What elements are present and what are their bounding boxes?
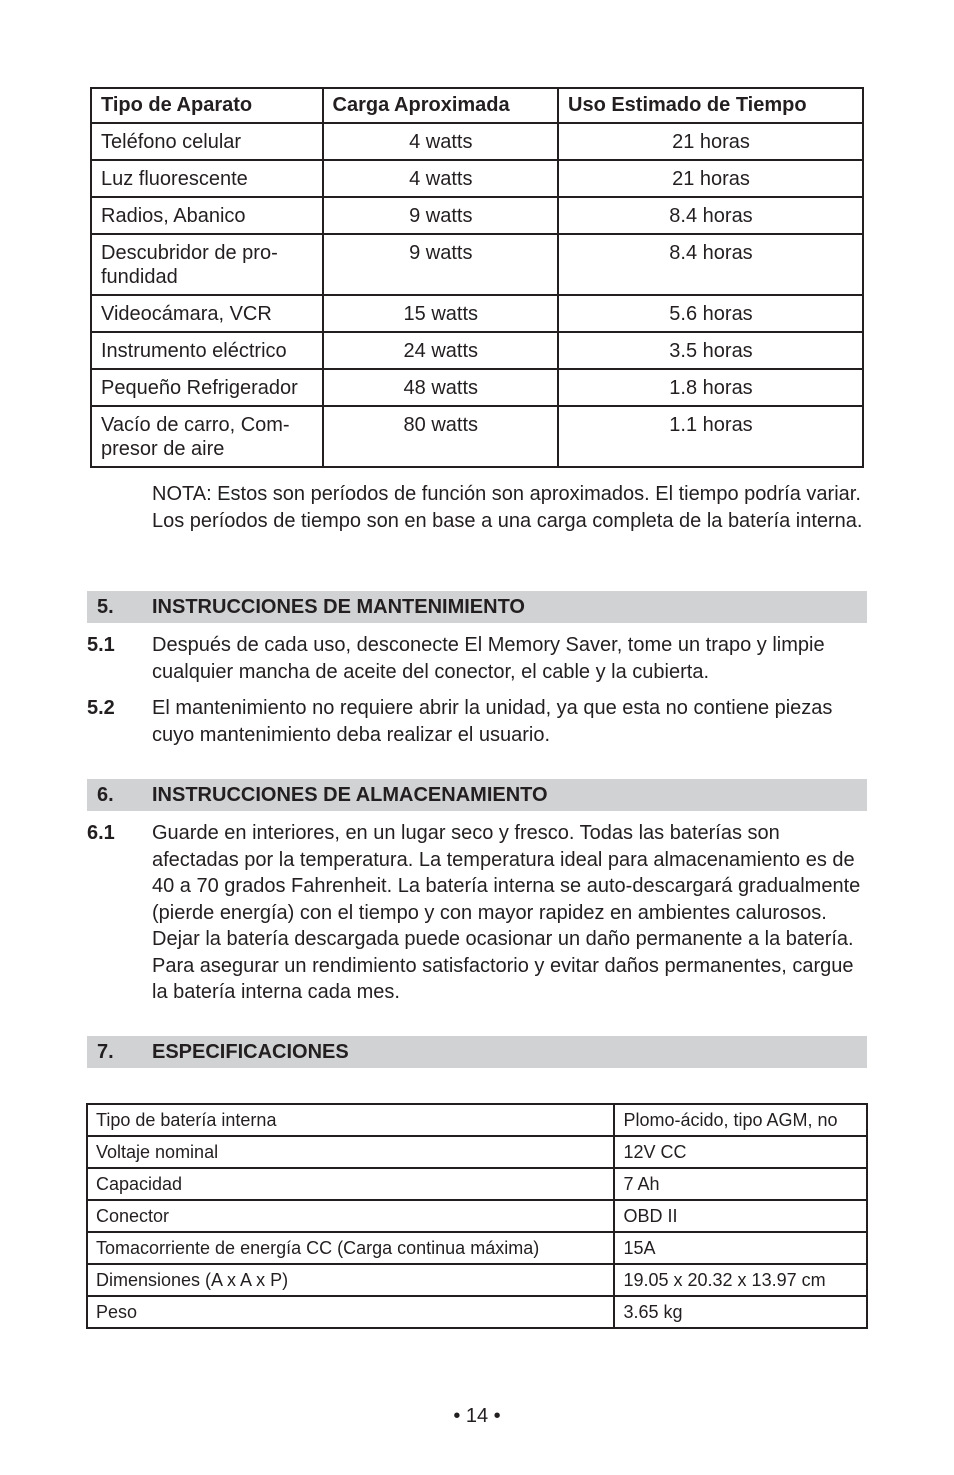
table-row [87,1168,867,1200]
device-cell: Radios, Abanico [91,197,323,234]
device-cell: Descubridor de pro- fundidad [91,234,323,295]
device-cell: Vacío de carro, Com- presor de aire [91,406,323,467]
section-title: INSTRUCCIONES DE ALMACENAMIENTO [152,784,548,806]
spec-value: 7 Ah [614,1168,867,1200]
table-row [91,332,863,369]
item-text: Guarde en interiores, en un lugar seco y fresco. Todas las baterías son afectadas por la temperatura. La temperatura ideal para almacenamiento es de 40 a 70 grados Fahrenheit. La batería interna se auto-descargará gradualmente (pierde energía) con el tiempo y con mayor rapidez en ambientes calurosos. Dejar la batería descargada puede ocasionar un daño permanente a la batería. Para asegurar un rendimiento satisfactorio y evitar daños permanentes, cargue la batería interna cada mes. [152,822,861,1003]
load-cell: 24 watts [323,332,558,369]
spec-value: OBD II [614,1200,867,1232]
item-number: 5.1 [87,634,115,656]
header-approx-load: Carga Aproximada [323,88,558,123]
page-number: • 14 • [453,1405,501,1427]
section-number: 5. [97,596,114,618]
section-title: INSTRUCCIONES DE MANTENIMIENTO [152,596,525,618]
spec-value: Plomo-ácido, tipo AGM, no [614,1104,867,1136]
appliance-runtime-table [90,87,864,468]
table-row [91,295,863,332]
spec-label: Peso [87,1296,614,1328]
load-cell: 9 watts [323,197,558,234]
device-cell: Videocámara, VCR [91,295,323,332]
specifications-table [86,1103,868,1329]
device-cell: Pequeño Refrigerador [91,369,323,406]
time-cell: 21 horas [558,123,863,160]
time-cell: 8.4 horas [558,197,863,234]
table-row [87,1232,867,1264]
table-row [87,1296,867,1328]
time-cell: 8.4 horas [558,234,863,295]
item-text: El mantenimiento no requiere abrir la unidad, ya que esta no contiene piezas cuyo mantenimiento deba realizar el usuario. [152,697,833,746]
time-cell: 1.8 horas [558,369,863,406]
table-row [91,369,863,406]
table-row [87,1264,867,1296]
section-number: 7. [97,1041,114,1063]
table-row [87,1104,867,1136]
item-text: Después de cada uso, desconecte El Memory Saver, tome un trapo y limpie cualquier mancha de aceite del conector, el cable y la cubierta. [152,634,825,683]
section-header-specifications [87,1036,867,1068]
load-cell: 15 watts [323,295,558,332]
table-row [91,406,863,467]
section-header-maintenance [87,591,867,623]
load-cell: 4 watts [323,123,558,160]
section-header-storage [87,779,867,811]
header-device-type: Tipo de Aparato [91,88,323,123]
item-number: 5.2 [87,697,115,719]
spec-label: Voltaje nominal [87,1136,614,1168]
device-cell: Instrumento eléctrico [91,332,323,369]
load-cell: 48 watts [323,369,558,406]
table-row [87,1136,867,1168]
device-cell: Luz fluorescente [91,160,323,197]
spec-label: Tipo de batería interna [87,1104,614,1136]
table-row [91,160,863,197]
spec-value: 15A [614,1232,867,1264]
load-cell: 9 watts [323,234,558,295]
header-estimated-time: Uso Estimado de Tiempo [558,88,863,123]
table-row [91,234,863,295]
table-header-row [91,88,863,123]
item-number: 6.1 [87,822,115,844]
spec-label: Dimensiones (A x A x P) [87,1264,614,1296]
spec-value: 3.65 kg [614,1296,867,1328]
time-cell: 1.1 horas [558,406,863,467]
time-cell: 3.5 horas [558,332,863,369]
section-title: ESPECIFICACIONES [152,1041,349,1063]
device-cell: Teléfono celular [91,123,323,160]
spec-value: 19.05 x 20.32 x 13.97 cm [614,1264,867,1296]
load-cell: 80 watts [323,406,558,467]
spec-label: Conector [87,1200,614,1232]
spec-label: Tomacorriente de energía CC (Carga continua máxima) [87,1232,614,1264]
table-row [87,1200,867,1232]
section-number: 6. [97,784,114,806]
spec-value: 12V CC [614,1136,867,1168]
table-row [91,123,863,160]
load-cell: 4 watts [323,160,558,197]
spec-label: Capacidad [87,1168,614,1200]
time-cell: 21 horas [558,160,863,197]
time-cell: 5.6 horas [558,295,863,332]
table-row [91,197,863,234]
runtime-note: NOTA: Estos son períodos de función son aproximados. El tiempo podría variar. Los períodos de tiempo son en base a una carga completa de la batería interna. [152,483,863,532]
